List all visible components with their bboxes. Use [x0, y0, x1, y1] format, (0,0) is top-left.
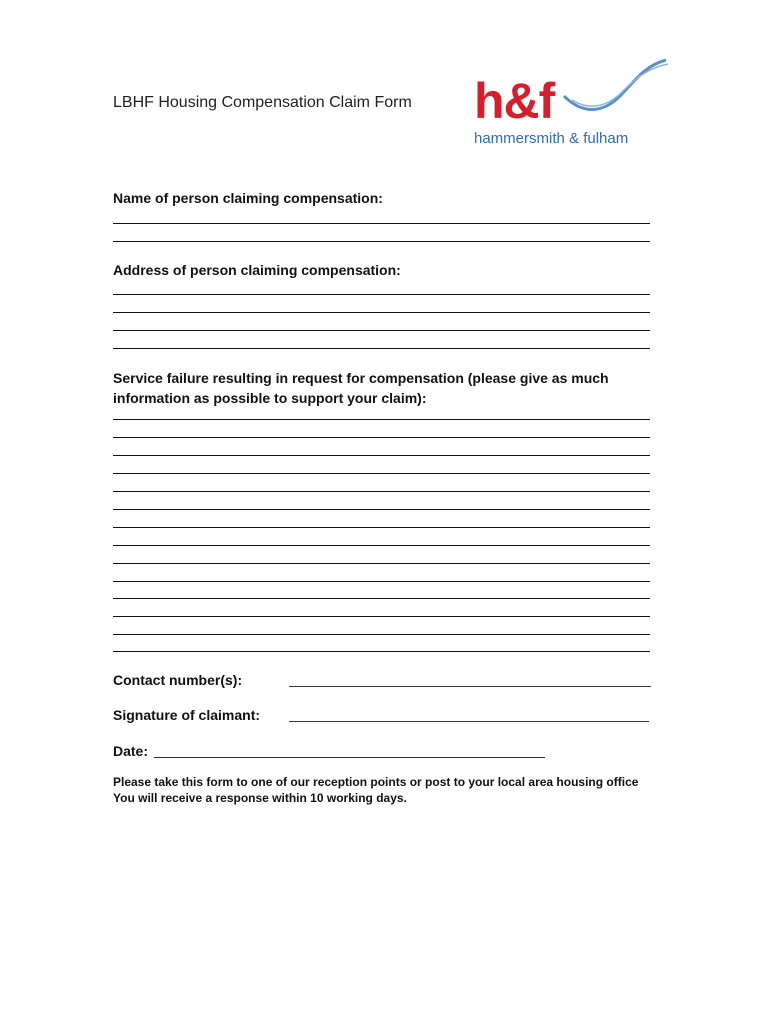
signature-label: Signature of claimant:: [113, 707, 261, 723]
service-failure-line[interactable]: [113, 616, 650, 617]
address-line[interactable]: [113, 330, 650, 331]
service-failure-label: Service failure resulting in request for compensation (please give as much information as possible to support your claim):: [113, 370, 609, 406]
instructions-notice: Please take this form to one of our reception points or post to your local area housing office You will receive a response within 10 working days.: [113, 775, 639, 805]
logo-text: hammersmith & fulham: [474, 130, 629, 147]
contact-field[interactable]: [289, 686, 651, 687]
service-failure-line[interactable]: [113, 509, 650, 510]
signature-field[interactable]: [289, 721, 649, 722]
service-failure-line[interactable]: [113, 651, 650, 652]
service-failure-line[interactable]: [113, 634, 650, 635]
service-failure-line[interactable]: [113, 491, 650, 492]
page-title: LBHF Housing Compensation Claim Form: [113, 94, 412, 111]
service-failure-line[interactable]: [113, 581, 650, 582]
service-failure-line[interactable]: [113, 437, 650, 438]
address-line[interactable]: [113, 294, 650, 295]
address-line[interactable]: [113, 312, 650, 313]
service-failure-line[interactable]: [113, 545, 650, 546]
logo-mark: h&f: [474, 73, 555, 129]
name-line[interactable]: [113, 223, 650, 224]
swoosh-icon: [562, 56, 670, 116]
date-label: Date:: [113, 743, 149, 759]
name-label: Name of person claiming compensation:: [113, 190, 383, 206]
service-failure-line[interactable]: [113, 473, 650, 474]
date-field[interactable]: [154, 757, 545, 758]
address-label: Address of person claiming compensation:: [113, 262, 401, 278]
contact-label: Contact number(s):: [113, 672, 243, 688]
name-line[interactable]: [113, 241, 650, 242]
council-logo: [470, 56, 670, 156]
address-line[interactable]: [113, 348, 650, 349]
service-failure-line[interactable]: [113, 419, 650, 420]
service-failure-line[interactable]: [113, 563, 650, 564]
service-failure-line[interactable]: [113, 455, 650, 456]
service-failure-line[interactable]: [113, 527, 650, 528]
service-failure-line[interactable]: [113, 598, 650, 599]
